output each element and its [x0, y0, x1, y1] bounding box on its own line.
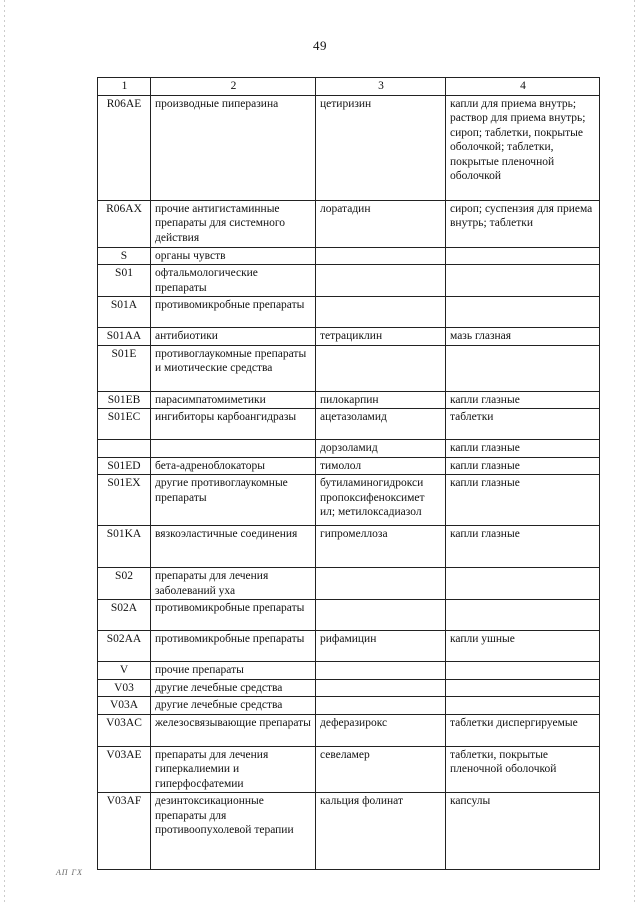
drug-cell: тетрациклин	[316, 328, 446, 346]
atc-code-cell: S01ED	[98, 457, 151, 475]
table-row	[98, 714, 600, 746]
table-row	[98, 391, 600, 409]
atc-code-cell: S	[98, 247, 151, 265]
drug-cell: дорзоламид	[316, 440, 446, 458]
drug-cell	[316, 265, 446, 297]
atc-code-cell: V03AE	[98, 746, 151, 793]
column-header-3: 3	[316, 78, 446, 96]
group-cell: прочие антигистаминные препараты для системного действия	[151, 200, 316, 247]
drug-cell	[316, 697, 446, 715]
dosage-form-cell	[446, 679, 600, 697]
table-row	[98, 568, 600, 600]
drug-cell	[316, 297, 446, 328]
group-cell: другие противоглаукомные препараты	[151, 475, 316, 526]
table-row	[98, 631, 600, 662]
atc-code-cell: S01EC	[98, 409, 151, 440]
group-cell: препараты для лечения гиперкалиемии и гиперфосфатемии	[151, 746, 316, 793]
atc-code-cell: S01AA	[98, 328, 151, 346]
atc-code-cell: S02AA	[98, 631, 151, 662]
drug-table	[97, 77, 600, 870]
atc-code-cell	[98, 440, 151, 458]
group-cell: противоглаукомные препараты и миотические средства	[151, 345, 316, 391]
drug-cell	[316, 600, 446, 631]
group-cell: производные пиперазина	[151, 95, 316, 200]
dosage-form-cell	[446, 265, 600, 297]
atc-code-cell: V03AF	[98, 793, 151, 870]
column-header-1: 1	[98, 78, 151, 96]
drug-cell: бутиламиногидрокси пропоксифеноксимет ил; метилоксадиазол	[316, 475, 446, 526]
atc-code-cell: R06AX	[98, 200, 151, 247]
dosage-form-cell: сироп; суспензия для приема внутрь; таблетки	[446, 200, 600, 247]
table-row	[98, 475, 600, 526]
table-row	[98, 746, 600, 793]
dosage-form-cell: таблетки	[446, 409, 600, 440]
atc-code-cell: S01EX	[98, 475, 151, 526]
drug-cell: пилокарпин	[316, 391, 446, 409]
dosage-form-cell: капли для приема внутрь; раствор для приема внутрь; сироп; таблетки, покрытые оболочкой; таблетки, покрытые пленочной оболочкой	[446, 95, 600, 200]
left-edge-mark	[4, 0, 5, 905]
dosage-form-cell: капли глазные	[446, 391, 600, 409]
table-row	[98, 95, 600, 200]
drug-cell: лоратадин	[316, 200, 446, 247]
drug-cell	[316, 568, 446, 600]
atc-code-cell: V03	[98, 679, 151, 697]
dosage-form-cell	[446, 697, 600, 715]
drug-cell	[316, 679, 446, 697]
drug-cell: тимолол	[316, 457, 446, 475]
dosage-form-cell	[446, 247, 600, 265]
atc-code-cell: S01EB	[98, 391, 151, 409]
drug-cell: севеламер	[316, 746, 446, 793]
dosage-form-cell: капли глазные	[446, 457, 600, 475]
table-header-row	[98, 78, 600, 96]
table-row	[98, 247, 600, 265]
group-cell: дезинтоксикационные препараты для противоопухолевой терапии	[151, 793, 316, 870]
drug-cell	[316, 247, 446, 265]
group-cell: антибиотики	[151, 328, 316, 346]
dosage-form-cell: капсулы	[446, 793, 600, 870]
table-row	[98, 793, 600, 870]
atc-code-cell: V	[98, 662, 151, 680]
table-row	[98, 328, 600, 346]
table-row	[98, 440, 600, 458]
table-row	[98, 600, 600, 631]
drug-cell: гипромеллоза	[316, 526, 446, 568]
group-cell	[151, 440, 316, 458]
group-cell: другие лечебные средства	[151, 679, 316, 697]
group-cell: прочие препараты	[151, 662, 316, 680]
group-cell: препараты для лечения заболеваний уха	[151, 568, 316, 600]
drug-cell	[316, 345, 446, 391]
dosage-form-cell: мазь глазная	[446, 328, 600, 346]
group-cell: железосвязывающие препараты	[151, 714, 316, 746]
table-row	[98, 409, 600, 440]
group-cell: офтальмологические препараты	[151, 265, 316, 297]
group-cell: органы чувств	[151, 247, 316, 265]
atc-code-cell: S01KA	[98, 526, 151, 568]
atc-code-cell: R06AE	[98, 95, 151, 200]
dosage-form-cell: капли глазные	[446, 526, 600, 568]
table-row	[98, 679, 600, 697]
drug-cell: цетиризин	[316, 95, 446, 200]
table-row	[98, 200, 600, 247]
dosage-form-cell	[446, 297, 600, 328]
group-cell: ингибиторы карбоангидразы	[151, 409, 316, 440]
atc-code-cell: S02A	[98, 600, 151, 631]
drug-cell: рифамицин	[316, 631, 446, 662]
table-row	[98, 526, 600, 568]
dosage-form-cell: капли глазные	[446, 475, 600, 526]
atc-code-cell: S01A	[98, 297, 151, 328]
group-cell: противомикробные препараты	[151, 600, 316, 631]
dosage-form-cell	[446, 600, 600, 631]
drug-cell: деферазирокс	[316, 714, 446, 746]
drug-cell	[316, 662, 446, 680]
atc-code-cell: V03AC	[98, 714, 151, 746]
registry-stamp: АП ГХ	[56, 868, 83, 877]
dosage-form-cell: капли ушные	[446, 631, 600, 662]
dosage-form-cell	[446, 345, 600, 391]
table-row	[98, 662, 600, 680]
drug-cell: кальция фолинат	[316, 793, 446, 870]
page-number: 49	[313, 38, 327, 53]
column-header-4: 4	[446, 78, 600, 96]
group-cell: парасимпатомиметики	[151, 391, 316, 409]
group-cell: бета-адреноблокаторы	[151, 457, 316, 475]
column-header-2: 2	[151, 78, 316, 96]
dosage-form-cell: таблетки, покрытые пленочной оболочкой	[446, 746, 600, 793]
dosage-form-cell: капли глазные	[446, 440, 600, 458]
table-row	[98, 265, 600, 297]
dosage-form-cell	[446, 662, 600, 680]
right-edge-mark	[634, 0, 635, 905]
atc-code-cell: S01E	[98, 345, 151, 391]
atc-code-cell: S02	[98, 568, 151, 600]
dosage-form-cell	[446, 568, 600, 600]
table-row	[98, 345, 600, 391]
table-row	[98, 297, 600, 328]
group-cell: другие лечебные средства	[151, 697, 316, 715]
table-row	[98, 457, 600, 475]
drug-cell: ацетазоламид	[316, 409, 446, 440]
group-cell: вязкоэластичные соединения	[151, 526, 316, 568]
group-cell: противомикробные препараты	[151, 631, 316, 662]
atc-code-cell: S01	[98, 265, 151, 297]
dosage-form-cell: таблетки диспергируемые	[446, 714, 600, 746]
atc-code-cell: V03A	[98, 697, 151, 715]
table-row	[98, 697, 600, 715]
group-cell: противомикробные препараты	[151, 297, 316, 328]
